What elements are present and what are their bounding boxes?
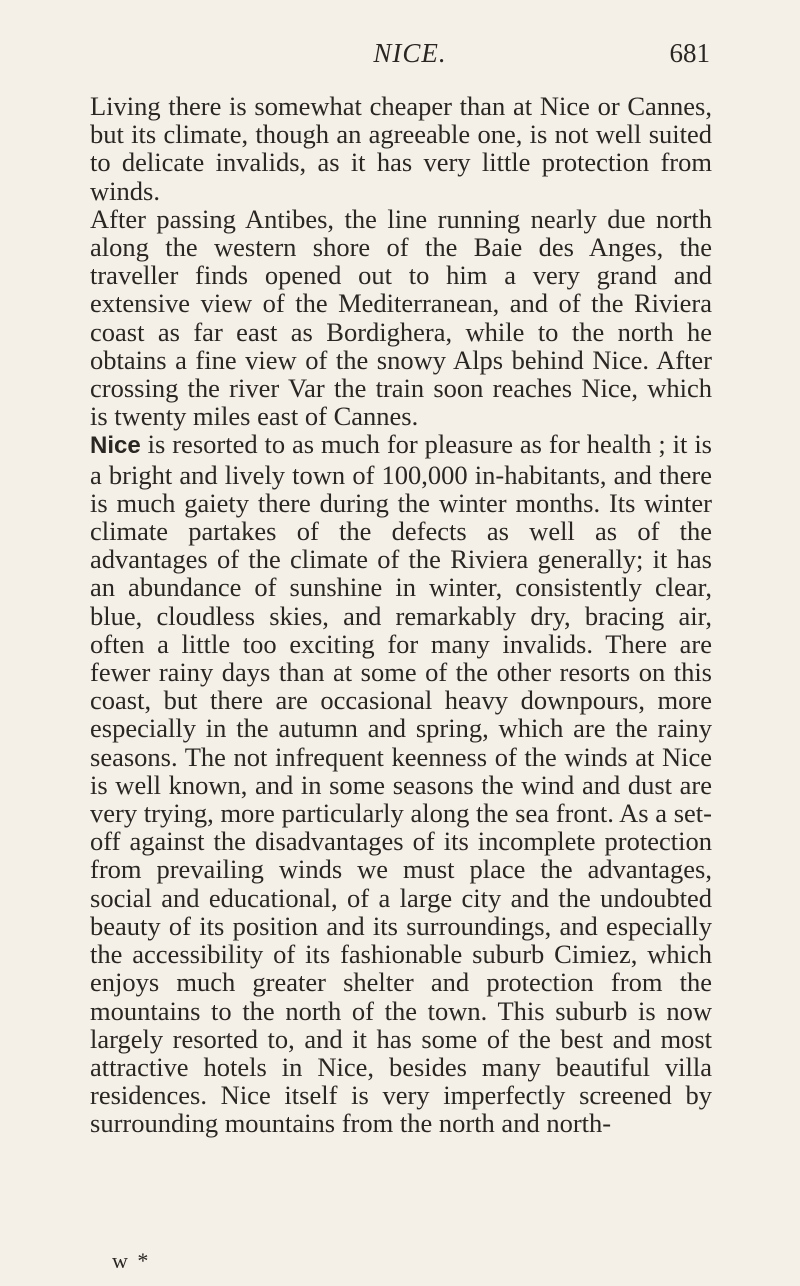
running-title: NICE. [373, 38, 447, 68]
paragraph-2-text: After passing Antibes, the line running nearly due north along the western shore of the Baie des Anges, the traveller finds opened out to him a very grand and extensive view of the Mediterranean, and of the Riviera coast as far east as Bordighera, while to the north he obtains a fine view of the snowy Alps behind Nice. After crossing the river Var the train soon reaches Nice, which is twenty miles east of Cannes. [90, 203, 712, 432]
paragraph-3 [90, 430, 712, 1137]
signature-mark: w * [112, 1248, 151, 1273]
paragraph-1-text: Living there is somewhat cheaper than at Nice or Cannes, but its climate, though an agreeable one, is not well suited to delicate invalids, as it has very little protection from winds. [90, 91, 712, 206]
paragraph-1 [90, 92, 712, 205]
paragraph-3-lead: Nice [90, 432, 141, 460]
paragraph-3-text: is resorted to as much for pleasure as for health ; it is a bright and lively town of 100,000 in-habitants, and there is much gaiety there during the winter months. Its winter climate partakes of the defects as well as of the advantages of the climate of the Riviera generally; it has an abundance of sunshine in winter, consistently clear, blue, cloudless skies, and remarkably dry, bracing air, often a little too exciting for many invalids. There are fewer rainy days than at some of the other resorts on this coast, but there are occasional heavy downpours, more especially in the autumn and spring, which are the rainy seasons. The not infrequent keenness of the winds at Nice is well known, and in some seasons the wind and dust are very trying, more particularly along the sea front. As a set-off against the disadvantages of its incomplete protection from prevailing winds we must place the advantages, social and educational, of a large city and the undoubted beauty of its position and its surroundings, and especially the accessibility of its fashionable suburb Cimiez, which enjoys much greater shelter and protection from the mountains to the north of the town. This suburb is now largely resorted to, and it has some of the best and most attractive hotels in Nice, besides many beautiful villa residences. Nice itself is very imperfectly screened by surrounding mountains from the north and north- [90, 429, 712, 1139]
body-text [90, 92, 712, 1138]
page-number: 681 [669, 38, 710, 68]
paragraph-2 [90, 205, 712, 431]
